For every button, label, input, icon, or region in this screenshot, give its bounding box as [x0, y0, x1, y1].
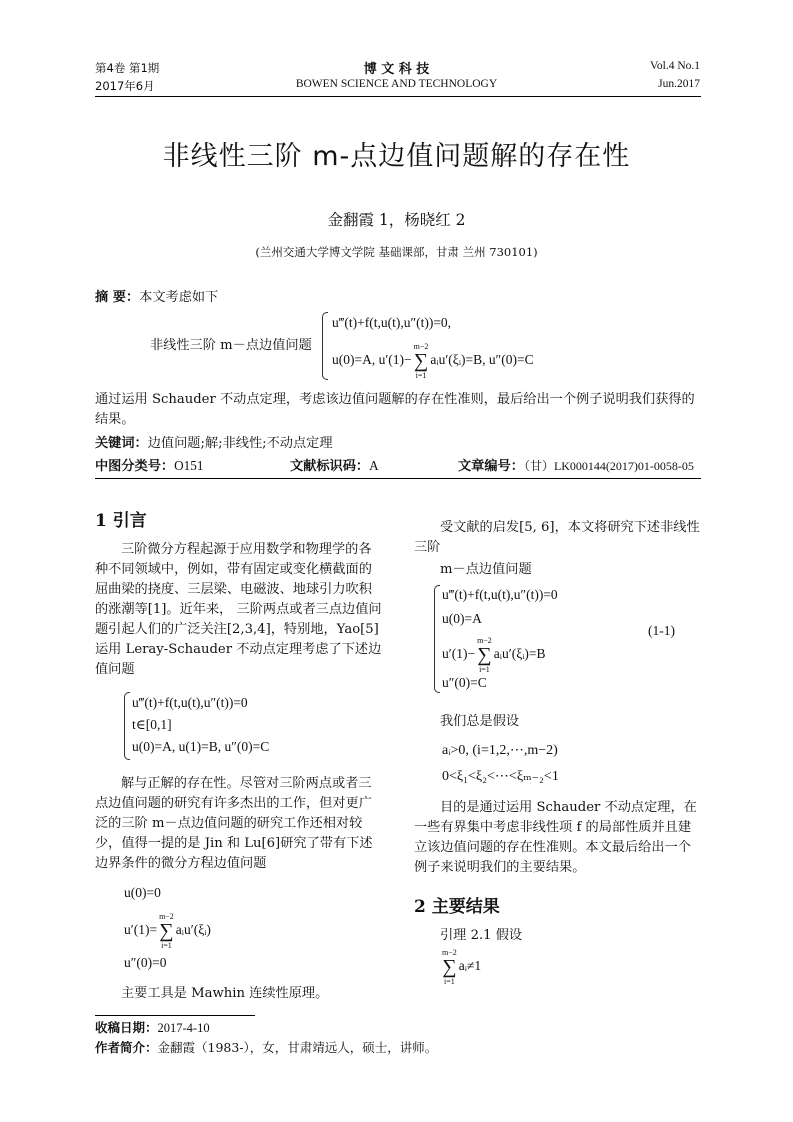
sys-eq3-left: u′(1)− — [442, 646, 476, 662]
abstract-eq2-left: u(0)=A, u′(1)− — [332, 352, 412, 368]
right-para1b: m－点边值问题 — [440, 562, 532, 577]
bc-eq2-left: u′(1)= — [124, 922, 158, 938]
clc-value: O151 — [174, 458, 204, 473]
bvp1-eq1: u‴(t)+f(t,u(t),u″(t))=0 — [132, 695, 248, 710]
doc-value: A — [369, 458, 379, 473]
received-label: 收稿日期： — [95, 1020, 158, 1035]
abstract-eq1: u‴(t)+f(t,u(t),u″(t))=0, — [332, 315, 452, 330]
keywords-text: 边值问题;解;非线性;不动点定理 — [147, 436, 333, 451]
sys-eq1: u‴(t)+f(t,u(t),u″(t))=0 — [442, 587, 558, 602]
lemma-expr — [440, 948, 481, 986]
section1-para3: 主要工具是 Mawhin 连续性原理。 — [121, 986, 329, 1001]
abstract-label: 摘 要： — [95, 290, 140, 305]
clc-number — [95, 456, 203, 477]
article-value: （甘）LK000144(2017)01-0058-05 — [523, 459, 694, 473]
abstract-eq2-sum: m−2 ∑ i=1 — [413, 342, 429, 380]
sys-eq3-right: aᵢu′(ξᵢ)=B — [493, 646, 546, 662]
article-label: 文章编号： — [458, 459, 524, 474]
journal-date: 2017年6月 — [95, 79, 155, 93]
authors: 金翻霞 1，杨晓红 2 — [327, 211, 466, 229]
bc-eq2 — [124, 912, 211, 950]
sys-eq4: u″(0)=C — [442, 675, 487, 690]
received-value: 2017-4-10 — [157, 1021, 210, 1035]
sum-bottom: i=1 — [444, 977, 455, 986]
page-title: 非线性三阶 m-点边值问题解的存在性 — [162, 141, 631, 172]
sys-eq2: u(0)=A — [442, 611, 482, 626]
author-bio-text: 金翻霞（1983-），女，甘肃靖远人，硕士，讲师。 — [157, 1040, 438, 1055]
journal-volume: 第4卷 第1期 — [95, 61, 160, 75]
journal-name: 博 文 科 技 — [363, 62, 430, 77]
sum-top: m−2 — [413, 342, 429, 351]
assume-eq2: 0<ξ₁<ξ₂<⋯<ξₘ₋₂<1 — [442, 769, 559, 784]
sum-top: m−2 — [477, 636, 492, 645]
lemma-text: 引理 2.1 假设 — [440, 928, 523, 943]
author-bio-label: 作者简介： — [95, 1040, 158, 1055]
bvp1-brace — [124, 692, 130, 760]
clc-label: 中图分类号： — [95, 459, 175, 474]
bvp1-system — [132, 692, 269, 758]
sum-bottom: i=1 — [479, 665, 490, 674]
sum-bottom: i=1 — [161, 941, 172, 950]
journal-date-en: Jun.2017 — [658, 78, 700, 90]
bc-eq2-right: aᵢu′(ξᵢ) — [175, 922, 211, 938]
affiliation: (兰州交通大学博文学院 基础课部，甘肃 兰州 730101) — [255, 245, 538, 259]
journal-name-en: BOWEN SCIENCE AND TECHNOLOGY — [295, 78, 498, 90]
abstract-eq2-right: aᵢu′(ξᵢ)=B, u″(0)=C — [430, 352, 534, 368]
lemma-sum: m−2 ∑ i=1 — [442, 948, 457, 986]
system-brace — [434, 585, 440, 693]
abstract-intro-text: 本文考虑如下 — [139, 290, 219, 305]
received-date — [95, 1018, 210, 1038]
assume-text: 我们总是假设 — [440, 714, 520, 729]
abstract-system — [332, 312, 534, 380]
bvp1-eq2: t∈[0,1] — [132, 717, 172, 732]
abstract-body: 通过运用 Schauder 不动点定理，考虑该边值问题解的存在性准则，最后给出一个例子说明我们获得的结果。 — [95, 392, 695, 427]
header-rule — [95, 96, 701, 97]
right-para1: 受文献的启发[5, 6]，本文将研究下述非线性三阶 — [414, 520, 700, 555]
bc-eq3: u″(0)=0 — [124, 955, 167, 970]
sys-eq3 — [442, 636, 546, 674]
abstract-eq2 — [332, 342, 534, 380]
section1-heading: 1 引言 — [95, 511, 147, 531]
sys-eq3-sum: m−2 ∑ i=1 — [477, 636, 492, 674]
sum-top: m−2 — [442, 948, 457, 957]
keywords — [95, 434, 333, 454]
abstract-system-brace — [322, 312, 328, 380]
footnote-rule — [95, 1015, 255, 1016]
keywords-label: 关键词： — [95, 436, 148, 451]
equation-number: (1-1) — [648, 623, 675, 638]
abstract-rule — [95, 478, 701, 479]
abstract-intro — [95, 288, 218, 308]
section1-para2: 解与正解的存在性。尽管对三阶两点或者三点边值问题的研究有许多杰出的工作，但对更广泛的三阶 m－点边值问题的研究工作还相对较少，值得一提的是 Jin 和 Lu[6]研究了带有下述边界条件的微分方程边值问题 — [95, 776, 373, 871]
assume-eq1: aᵢ>0, (i=1,2,⋯,m−2) — [442, 743, 558, 758]
journal-volume-en: Vol.4 No.1 — [650, 60, 700, 72]
bc-eq2-sum: m−2 ∑ i=1 — [159, 912, 174, 950]
sum-top: m−2 — [159, 912, 174, 921]
doc-label: 文献标识码： — [290, 459, 370, 474]
doc-code — [290, 456, 379, 477]
sum-bottom: i=1 — [415, 371, 427, 380]
author-bio — [95, 1038, 437, 1058]
abstract-problem-label: 非线性三阶 m－点边值问题 — [150, 338, 312, 353]
section1-para1: 三阶微分方程起源于应用数学和物理学的各种不同领域中，例如，带有固定或变化横截面的屈曲梁的挠度、三层梁、电磁波、地球引力吹积的涨潮等[1]。近年来， 三阶两点或者三点边值问题引起人们的广泛关注[2,3,4]，特别地，Yao[5]运用 Leray-Schauder 不动点定理考虑了下述边值问题 — [95, 542, 382, 677]
section2-heading: 2 主要结果 — [414, 897, 500, 917]
bvp1-eq3: u(0)=A, u(1)=B, u″(0)=C — [132, 739, 270, 754]
bc-eq1: u(0)=0 — [124, 885, 161, 900]
right-para4: 目的是通过运用 Schauder 不动点定理，在一些有界集中考虑非线性项 f 的局部性质并且建立该边值问题的存在性准则。本文最后给出一个例子来说明我们的主要结果。 — [414, 800, 697, 875]
lemma-inequality: aᵢ≠1 — [458, 958, 482, 974]
article-number — [458, 456, 694, 477]
